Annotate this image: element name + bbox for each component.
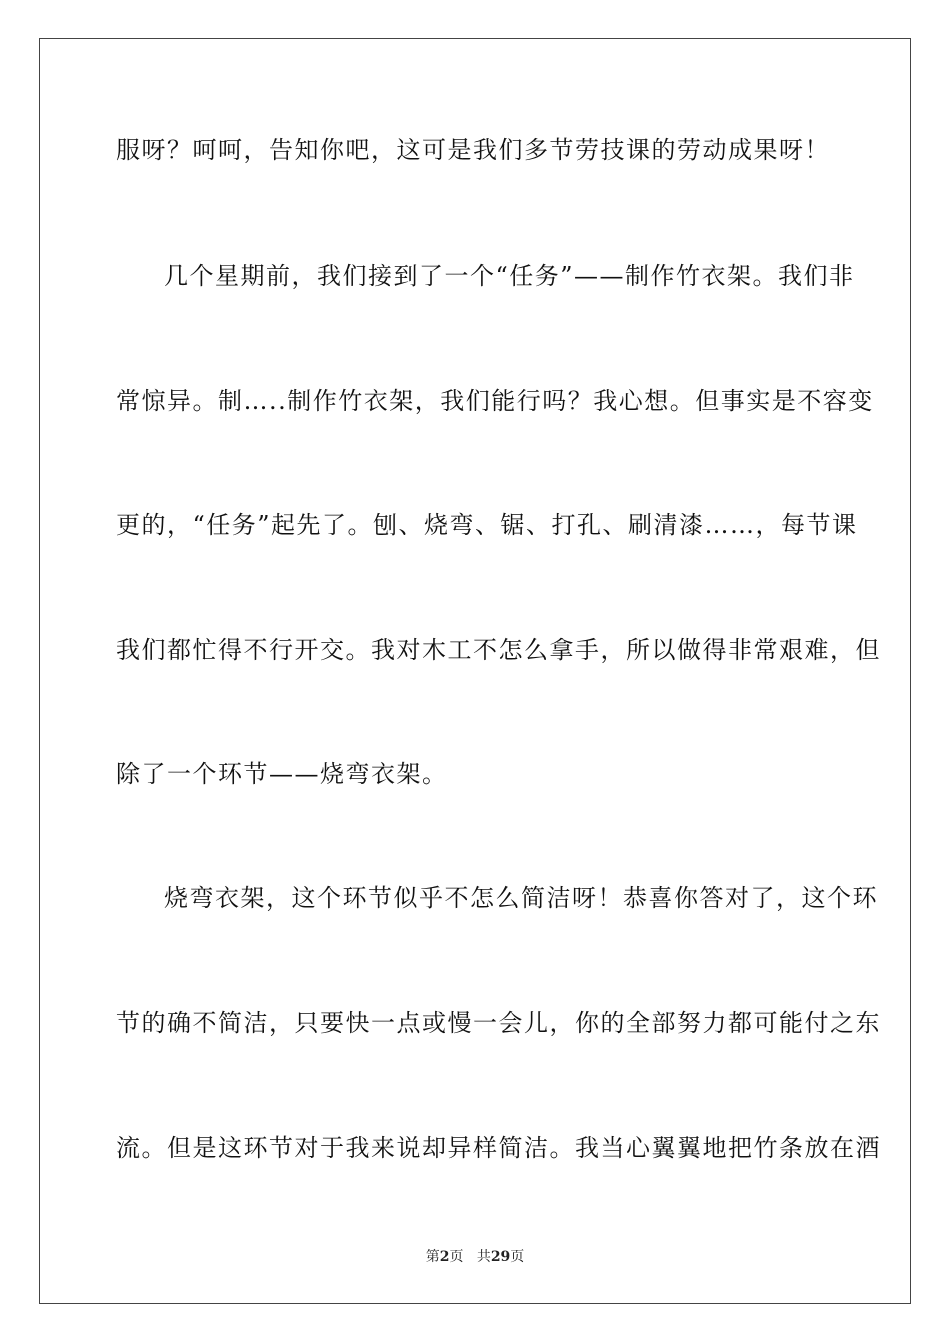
page-frame (39, 38, 911, 1304)
text-line: 服呀？呵呵，告知你吧，这可是我们多节劳技课的劳动成果呀！ (116, 136, 830, 164)
page-number: 2 (439, 1249, 450, 1265)
page-prefix: 第 (425, 1249, 440, 1265)
page-unit: 页 (449, 1249, 464, 1265)
text-line: 流。但是这环节对于我来说却异样简洁。我当心翼翼地把竹条放在酒 (116, 1134, 881, 1162)
page-footer (0, 1248, 950, 1266)
text-line: 烧弯衣架，这个环节似乎不怎么简洁呀！恭喜你答对了，这个环 (164, 884, 878, 912)
text-line: 常惊异。制…..制作竹衣架，我们能行吗？我心想。但事实是不容变 (116, 387, 874, 415)
text-line: 更的，“任务”起先了。刨、烧弯、锯、打孔、刷清漆……，每节课 (116, 511, 858, 539)
total-prefix: 共 (476, 1249, 491, 1265)
text-line: 我们都忙得不行开交。我对木工不怎么拿手，所以做得非常艰难，但 (116, 636, 881, 664)
text-line: 除了一个环节——烧弯衣架。 (116, 760, 448, 788)
text-line: 节的确不简洁，只要快一点或慢一会儿，你的全部努力都可能付之东 (116, 1009, 881, 1037)
total-unit: 页 (510, 1249, 525, 1265)
text-line: 几个星期前，我们接到了一个“任务”——制作竹衣架。我们非 (164, 262, 855, 290)
total-pages: 29 (490, 1249, 511, 1265)
